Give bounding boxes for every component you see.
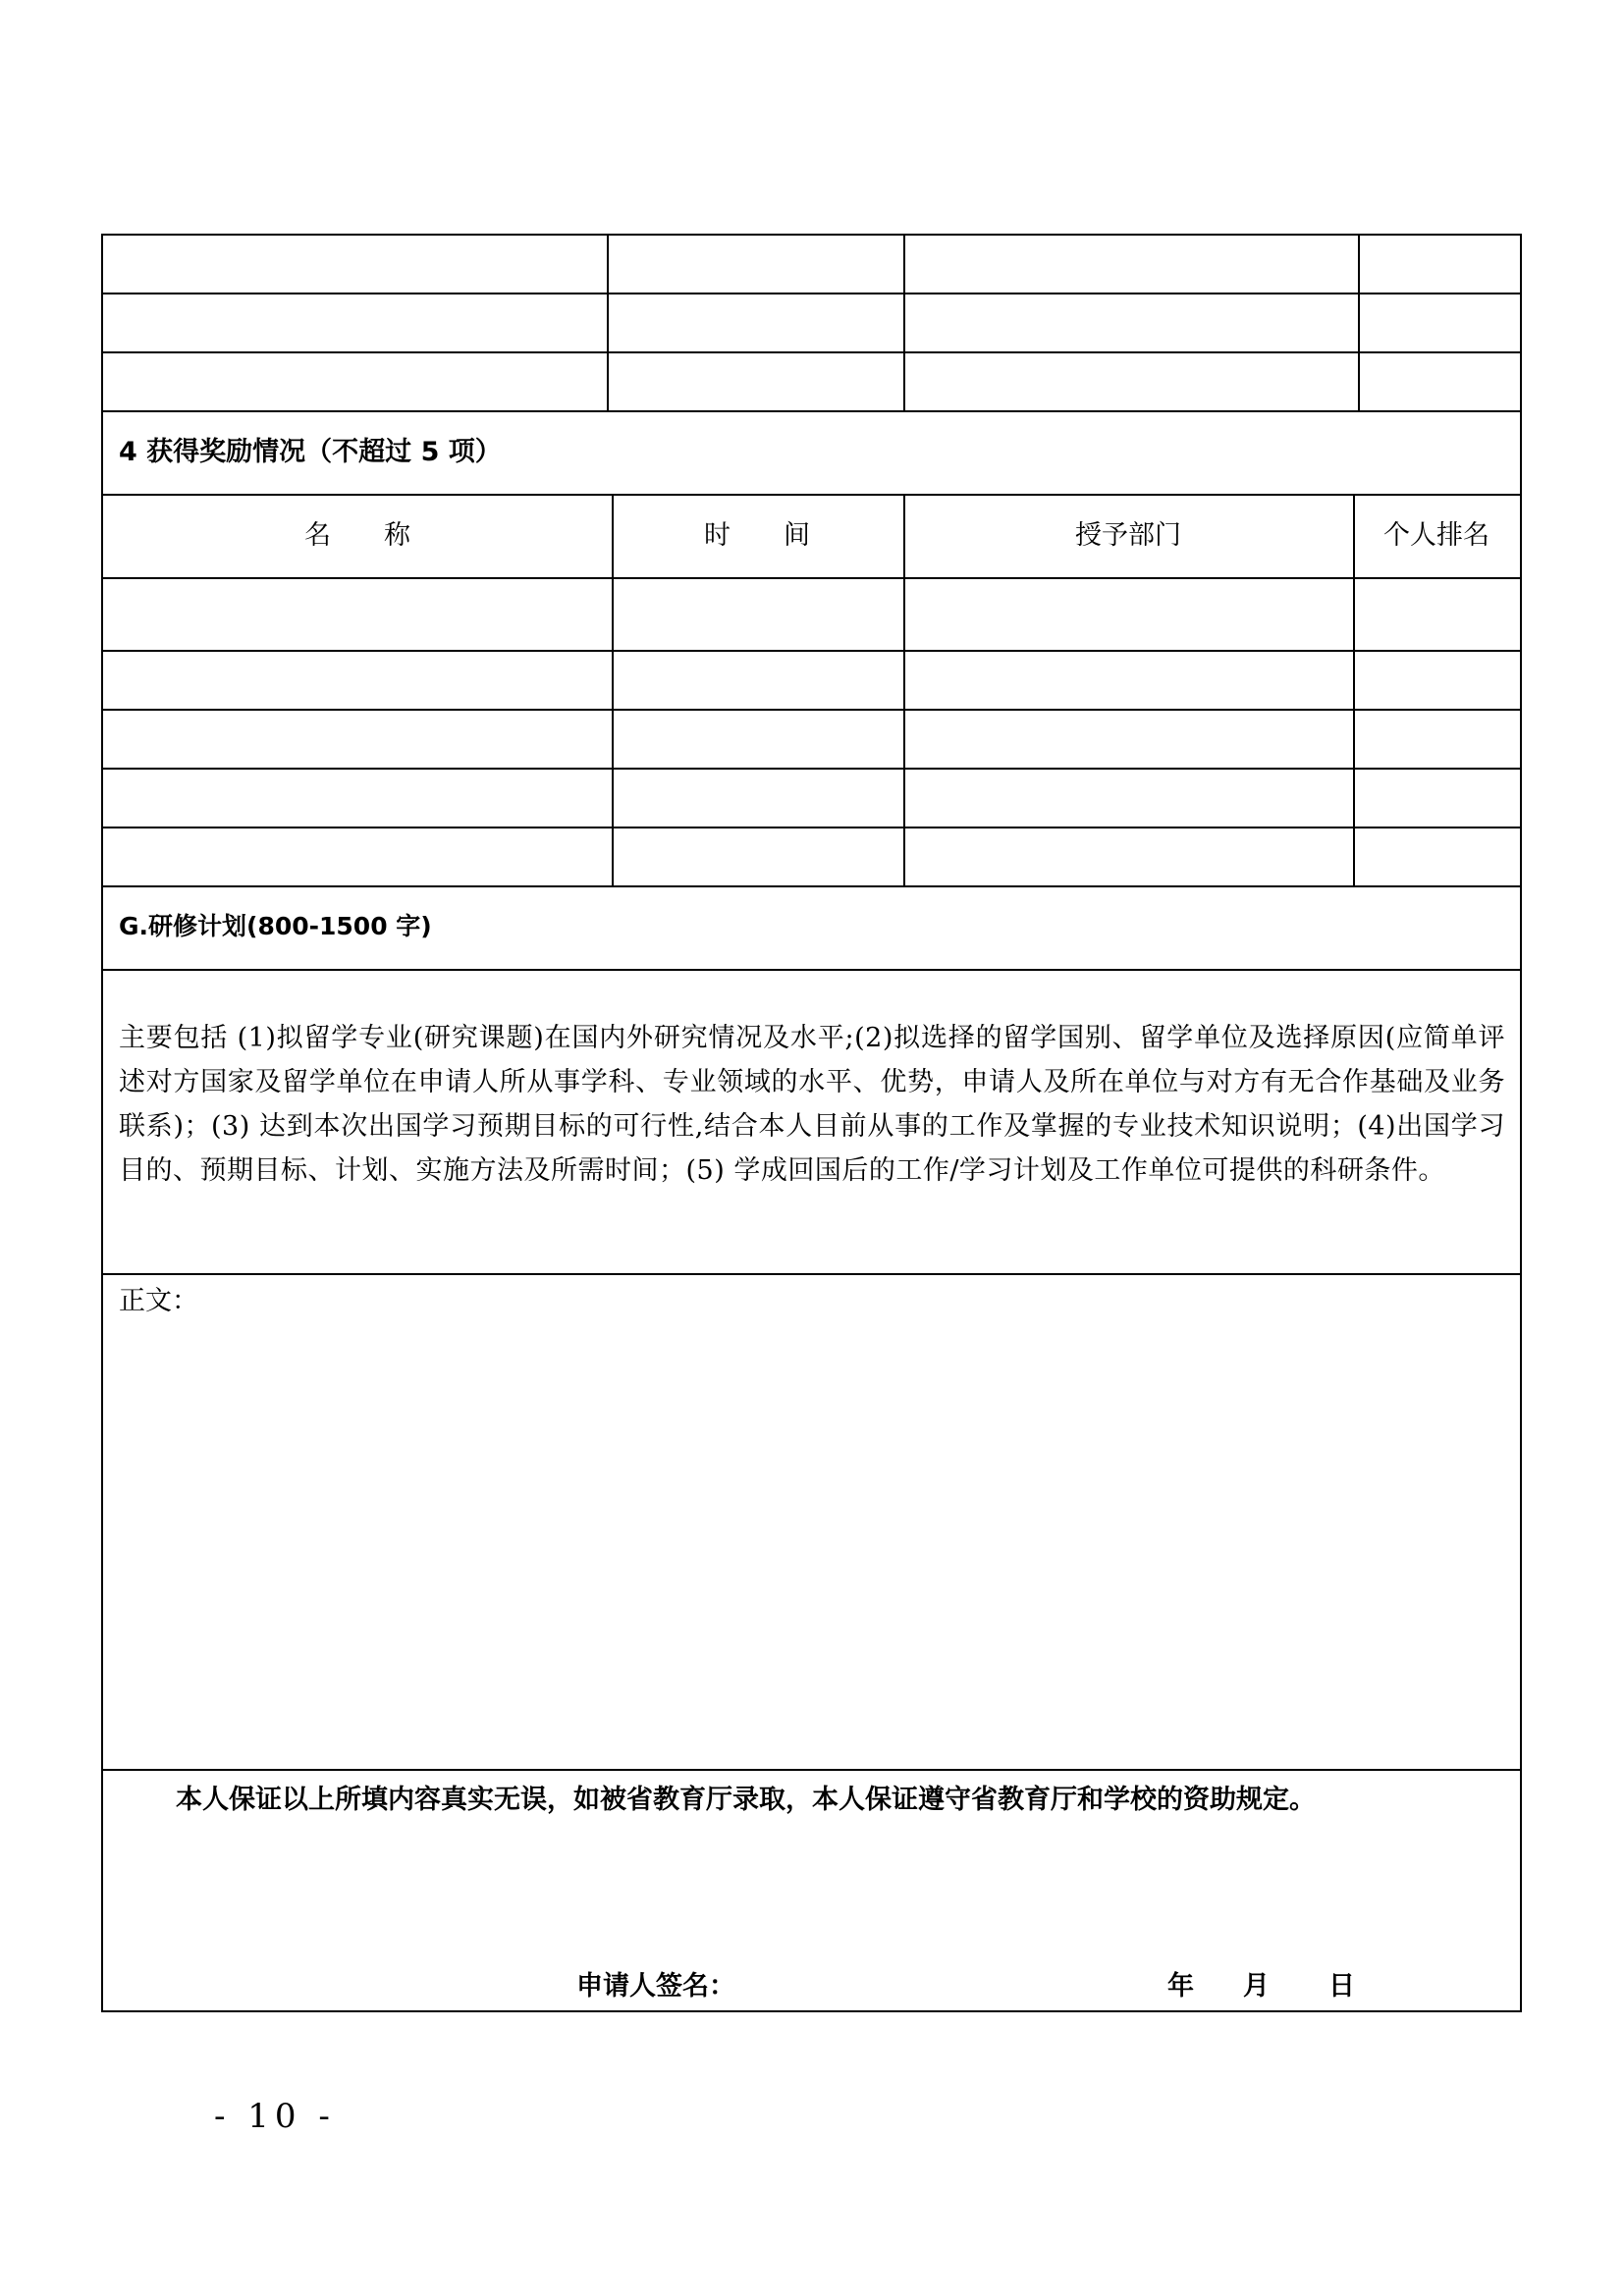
row-divider <box>103 494 1520 496</box>
prior-row-2-col-3[interactable] <box>905 294 1358 351</box>
page-number: - 10 - <box>214 2097 336 2136</box>
awards-header-department: 授予部门 <box>1075 520 1181 551</box>
row-divider <box>103 969 1520 971</box>
row-divider <box>103 885 1520 887</box>
application-form-table <box>101 234 1522 2012</box>
award-row-4[interactable] <box>103 770 612 827</box>
date-month-label: 月 <box>1243 1971 1270 2002</box>
prior-row-1-col-2[interactable] <box>609 236 903 293</box>
awards-section-title: 4 获得奖励情况（不超过 5 项） <box>119 437 502 467</box>
plan-body-label: 正文： <box>119 1286 198 1316</box>
awards-header-rank: 个人排名 <box>1383 520 1489 551</box>
row-divider <box>103 410 1520 412</box>
prior-row-3-col-4[interactable] <box>1360 353 1520 410</box>
award-row-2[interactable] <box>103 652 612 709</box>
awards-header-name: 名 称 <box>304 520 410 551</box>
plan-instructions: 主要包括 (1)拟留学专业(研究课题)在国内外研究情况及水平;(2)拟选择的留学国别、留学单位及选择原因(应简单评述对方国家及留学单位在申请人所从事学科、专业领域的水平、优势，申请人及所在单位与对方有无合作基础及业务联系)；(3) 达到本次出国学习预期目标的可行性,结合本人目前从事的工作及掌握的专业技术知识说明；(4)出国学习目的、预期目标、计划、实施方法及所需时间；(5) 学成回国后的工作/学习计划及工作单位可提供的科研条件。 <box>119 1023 1505 1186</box>
column-divider <box>1353 494 1355 885</box>
prior-row-1-col-4[interactable] <box>1360 236 1520 293</box>
row-divider <box>103 1273 1520 1275</box>
prior-row-2-col-1[interactable] <box>103 294 607 351</box>
plan-section-title: G.研修计划(800-1500 字) <box>119 912 432 940</box>
prior-row-2-col-2[interactable] <box>609 294 903 351</box>
award-row-3[interactable] <box>103 711 612 768</box>
column-divider <box>612 494 614 885</box>
award-row-1[interactable] <box>103 579 612 650</box>
awards-header-time: 时 间 <box>704 520 810 551</box>
prior-row-1-col-3[interactable] <box>905 236 1358 293</box>
date-day-label: 日 <box>1328 1971 1355 2002</box>
prior-row-3-col-3[interactable] <box>905 353 1358 410</box>
prior-row-2-col-4[interactable] <box>1360 294 1520 351</box>
declaration-statement: 本人保证以上所填内容真实无误，如被省教育厅录取，本人保证遵守省教育厅和学校的资助规定。 <box>176 1785 1316 1815</box>
row-divider <box>103 1769 1520 1771</box>
date-year-label: 年 <box>1167 1971 1194 2002</box>
prior-row-1-col-1[interactable] <box>103 236 607 293</box>
prior-row-3-col-1[interactable] <box>103 353 607 410</box>
prior-row-3-col-2[interactable] <box>609 353 903 410</box>
signature-field[interactable] <box>741 1965 1134 2004</box>
award-row-5[interactable] <box>103 828 612 885</box>
plan-body-textarea[interactable] <box>119 1323 1503 1755</box>
column-divider <box>903 494 905 885</box>
signature-label: 申请人签名： <box>576 1971 735 2002</box>
